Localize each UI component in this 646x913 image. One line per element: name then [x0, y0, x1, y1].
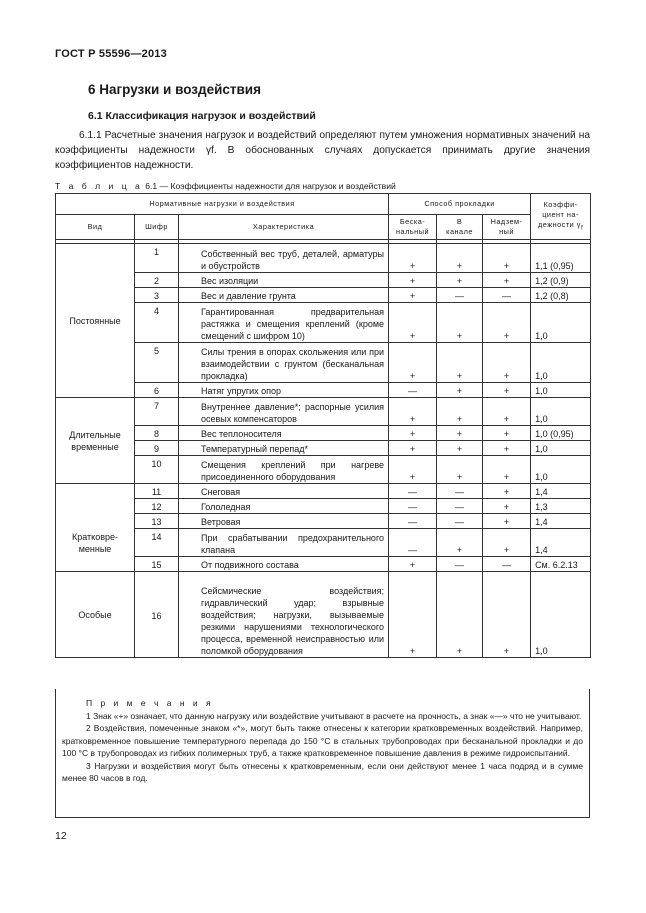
row-channelless: +	[389, 456, 437, 484]
row-code: 1	[135, 244, 179, 273]
paragraph-text: 6.1.1 Расчетные значения нагрузок и воздействий определяют путем умножения нормативных значений на коэффициенты надежности γf. В обоснованных случаях допускается принимать другие значения коэффициентов надежности.	[55, 130, 590, 171]
group-permanent: Постоянные	[56, 244, 135, 398]
row-in-channel: +	[437, 273, 483, 288]
row-channelless: +	[389, 557, 437, 572]
table-row	[56, 499, 591, 514]
row-coef: 1,0	[531, 343, 591, 383]
table-row	[56, 398, 591, 426]
row-characteristic: Внутреннее давление*; распорные усилия осевых компенсаторов	[179, 398, 389, 426]
row-channelless: +	[389, 273, 437, 288]
header-vid: Вид	[56, 215, 135, 240]
row-in-channel: +	[437, 244, 483, 273]
row-code: 7	[135, 398, 179, 426]
row-in-channel: —	[437, 484, 483, 499]
row-in-channel: +	[437, 529, 483, 557]
page-number: 12	[55, 830, 67, 842]
table-row	[56, 514, 591, 529]
group-special: Особые	[56, 572, 135, 658]
row-aboveground: +	[483, 426, 531, 441]
row-aboveground: +	[483, 303, 531, 343]
note-item: 1 Знак «+» означает, что данную нагрузку или воздействие учитывают в расчете на прочность, а знак «—» что не учитывают.	[86, 710, 582, 721]
row-coef: 1,4	[531, 484, 591, 499]
table-row	[56, 383, 591, 398]
row-coef: 1,2 (0,9)	[531, 273, 591, 288]
row-coef: 1,0	[531, 303, 591, 343]
standard-number: ГОСТ Р 55596—2013	[55, 48, 167, 60]
row-characteristic: Снеговая	[179, 484, 389, 499]
header-coef: Коэффи- циент на- дежности $\gamma_f$	[531, 194, 591, 240]
row-coef: 1,2 (0,8)	[531, 288, 591, 303]
row-code: 6	[135, 383, 179, 398]
row-code: 16	[135, 572, 179, 658]
row-aboveground: +	[483, 456, 531, 484]
row-characteristic: Гарантированная предварительная растяжка и смещения креплений (кроме смещений с шифром 10)	[179, 303, 389, 343]
row-aboveground: +	[483, 572, 531, 658]
row-code: 11	[135, 484, 179, 499]
row-in-channel: —	[437, 557, 483, 572]
row-coef: 1,4	[531, 529, 591, 557]
row-coef: 1,0	[531, 383, 591, 398]
row-code: 14	[135, 529, 179, 557]
section-title: 6 Нагрузки и воздействия	[88, 82, 261, 97]
row-coef: См. 6.2.13	[531, 557, 591, 572]
row-channelless: +	[389, 426, 437, 441]
row-aboveground: +	[483, 244, 531, 273]
row-coef: 1,0 (0,95)	[531, 426, 591, 441]
row-characteristic: При срабатывании предохранительного клапана	[179, 529, 389, 557]
row-channelless: +	[389, 343, 437, 383]
table-row	[56, 557, 591, 572]
table-row	[56, 426, 591, 441]
table-notes	[55, 689, 590, 818]
row-in-channel: —	[437, 499, 483, 514]
row-coef: 1,0	[531, 441, 591, 456]
header-code: Шифр	[135, 215, 179, 240]
notes-title: П р и м е ч а н и я	[86, 698, 214, 708]
row-channelless: —	[389, 383, 437, 398]
row-characteristic: Собственный вес труб, деталей, арматуры и обустройств	[179, 244, 389, 273]
table-row	[56, 484, 591, 499]
row-channelless: +	[389, 288, 437, 303]
row-characteristic: Вес и давление грунта	[179, 288, 389, 303]
note-item: 3 Нагрузки и воздействия могут быть отнесены к кратковременным, если они действуют менее 1 часа подряд и в сумме менее 80 часов в год.	[62, 760, 583, 783]
row-aboveground: +	[483, 383, 531, 398]
header-in-channel: В канале	[437, 215, 483, 240]
row-aboveground: —	[483, 288, 531, 303]
row-aboveground: +	[483, 514, 531, 529]
row-in-channel: +	[437, 398, 483, 426]
header-characteristic: Характеристика	[179, 215, 389, 240]
table-row	[56, 529, 591, 557]
row-characteristic: Силы трения в опорах скольжения или при взаимодействии с грунтом (бесканальная прокладка)	[179, 343, 389, 383]
table-caption	[55, 181, 396, 191]
row-channelless: +	[389, 398, 437, 426]
table-row	[56, 456, 591, 484]
row-channelless: —	[389, 529, 437, 557]
row-coef: 1,3	[531, 499, 591, 514]
header-normative: Нормативные нагрузки и воздействия	[56, 194, 389, 215]
row-in-channel: +	[437, 441, 483, 456]
row-in-channel: —	[437, 288, 483, 303]
row-characteristic: Вес теплоносителя	[179, 426, 389, 441]
table-row	[56, 303, 591, 343]
header-method: Способ прокладки	[389, 194, 531, 215]
row-code: 10	[135, 456, 179, 484]
row-code: 9	[135, 441, 179, 456]
row-channelless: —	[389, 484, 437, 499]
table-row	[56, 572, 591, 658]
coefficients-table	[55, 193, 591, 658]
table-row	[56, 441, 591, 456]
row-in-channel: +	[437, 426, 483, 441]
row-channelless: +	[389, 441, 437, 456]
row-aboveground: +	[483, 484, 531, 499]
subsection-title: 6.1 Классификация нагрузок и воздействий	[88, 110, 316, 122]
row-coef: 1,4	[531, 514, 591, 529]
row-coef: 1,0	[531, 398, 591, 426]
row-in-channel: —	[437, 514, 483, 529]
row-channelless: —	[389, 514, 437, 529]
row-aboveground: —	[483, 557, 531, 572]
header-aboveground: Надзем- ный	[483, 215, 531, 240]
table-row	[56, 244, 591, 273]
row-code: 12	[135, 499, 179, 514]
row-channelless: +	[389, 303, 437, 343]
row-characteristic: Вес изоляции	[179, 273, 389, 288]
row-code: 8	[135, 426, 179, 441]
row-characteristic: Температурный перепад*	[179, 441, 389, 456]
row-in-channel: +	[437, 456, 483, 484]
row-aboveground: +	[483, 273, 531, 288]
row-channelless: +	[389, 244, 437, 273]
caption-prefix: Т а б л и ц а	[55, 181, 143, 191]
row-code: 5	[135, 343, 179, 383]
row-in-channel: +	[437, 383, 483, 398]
row-channelless: —	[389, 499, 437, 514]
row-characteristic: Смещения креплений при нагреве присоединенного оборудования	[179, 456, 389, 484]
row-in-channel: +	[437, 303, 483, 343]
row-aboveground: +	[483, 398, 531, 426]
table-row	[56, 343, 591, 383]
row-in-channel: +	[437, 343, 483, 383]
row-characteristic: Гололедная	[179, 499, 389, 514]
row-characteristic: Натяг упругих опор	[179, 383, 389, 398]
row-code: 15	[135, 557, 179, 572]
body-paragraph	[55, 128, 590, 173]
row-channelless: +	[389, 572, 437, 658]
row-code: 13	[135, 514, 179, 529]
row-in-channel: +	[437, 572, 483, 658]
row-coef: 1,0	[531, 456, 591, 484]
row-characteristic: От подвижного состава	[179, 557, 389, 572]
row-coef: 1,1 (0,95)	[531, 244, 591, 273]
row-code: 3	[135, 288, 179, 303]
caption-text: 6.1 — Коэффициенты надежности для нагрузок и воздействий	[145, 181, 396, 191]
header-channelless: Беска- нальный	[389, 215, 437, 240]
note-item: 2 Воздействия, помеченные знаком «*», могут быть также отнесены к категории кратковременных воздействий. Например, кратковременное повышение температурного перепада до 150 °С в стальных трубопроводах при бесканальной прокладки и до 100 °С в трубопроводах из гибких полимерных труб, а также кратковременное повышение давления в режиме гидроиспытаний.	[62, 723, 583, 758]
row-code: 2	[135, 273, 179, 288]
row-characteristic: Ветровая	[179, 514, 389, 529]
row-code: 4	[135, 303, 179, 343]
group-long-term: Длительные временные	[56, 398, 135, 484]
row-characteristic: Сейсмические воздействия; гидравлический удар; взрывные воздействия; нагрузки, вызываемые резкими нарушениями технологического процесса, временной неисправностью или поломкой оборудования	[179, 572, 389, 658]
row-aboveground: +	[483, 441, 531, 456]
row-aboveground: +	[483, 529, 531, 557]
row-aboveground: +	[483, 499, 531, 514]
table-row	[56, 273, 591, 288]
row-coef: 1,0	[531, 572, 591, 658]
table-row	[56, 288, 591, 303]
row-aboveground: +	[483, 343, 531, 383]
group-short-term: Кратковре- менные	[56, 484, 135, 572]
